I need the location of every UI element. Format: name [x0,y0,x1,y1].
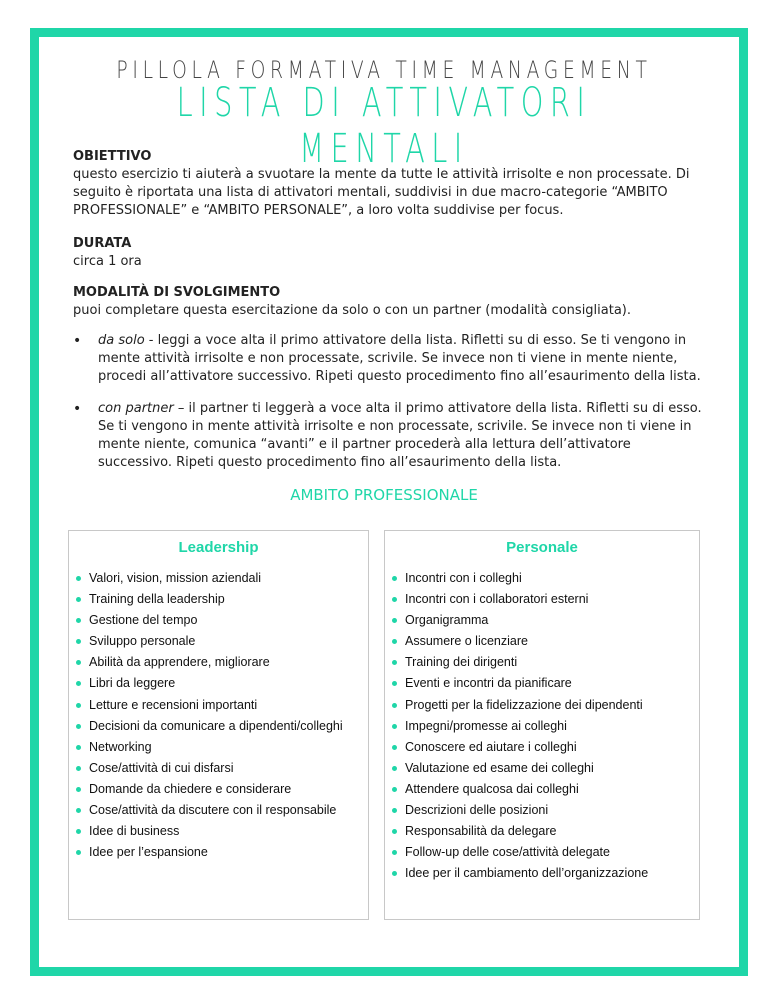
list-item: Cose/attività da discutere con il responsabile [69,800,368,821]
list-item: Assumere o licenziare [385,631,699,652]
personale-title: Personale [506,539,578,556]
personale-box [384,530,700,920]
ambito-heading: AMBITO PROFESSIONALE [290,486,478,504]
list-item: Descrizioni delle posizioni [385,800,699,821]
list-item: Idee per il cambiamento dell’organizzazione [385,863,699,884]
list-item: Valutazione ed esame dei colleghi [385,758,699,779]
list-item: Training dei dirigenti [385,652,699,673]
list-item: Letture e recensioni importanti [69,695,368,716]
list-item: Valori, vision, mission aziendali [69,568,368,589]
personale-list [385,568,699,884]
leadership-title: Leadership [178,539,259,556]
mode-text: - leggi a voce alta il primo attivatore della lista. Rifletti su di esso. Se ti vengono in mente attività irrisolte e non processate, scrivile. Se invece non ti viene in mente niente, procedi all’attivatore successivo. Ripeti questo procedimento fino all’esaurimento della lista. [98,333,701,384]
section-durata [73,235,705,271]
obiettivo-text: questo esercizio ti aiuterà a svuotare la mente da tutte le attività irrisolte e non processate. Di seguito è riportata una lista di attivatori mentali, suddivisi in due macro-categorie “AMBITO PROFESSIONALE” e “AMBITO PERSONALE”, a loro volta suddivise per focus. [73,167,690,218]
list-item [73,400,705,472]
modalita-text: puoi completare questa esercitazione da solo o con un partner (modalità consigliata). [73,303,632,318]
list-item: Abilità da apprendere, migliorare [69,652,368,673]
header-kicker: PILLOLA FORMATIVA TIME MANAGEMENT [116,56,652,84]
list-item: Impegni/promesse ai colleghi [385,716,699,737]
list-item: Conoscere ed aiutare i colleghi [385,737,699,758]
list-item: Networking [69,737,368,758]
list-item: Idee di business [69,821,368,842]
durata-heading: DURATA [73,236,132,251]
list-item: Libri da leggere [69,673,368,694]
section-obiettivo [73,148,705,220]
leadership-box [68,530,369,920]
list-item: Incontri con i colleghi [385,568,699,589]
section-modalita [73,284,705,486]
list-item: Idee per l’espansione [69,842,368,863]
list-item: Incontri con i collaboratori esterni [385,589,699,610]
durata-text: circa 1 ora [73,254,142,269]
list-item: Sviluppo personale [69,631,368,652]
list-item: Organigramma [385,610,699,631]
list-item: Responsabilità da delegare [385,821,699,842]
list-item: Decisioni da comunicare a dipendenti/colleghi [69,716,368,737]
list-item: Training della leadership [69,589,368,610]
list-item: Domande da chiedere e considerare [69,779,368,800]
list-item: Gestione del tempo [69,610,368,631]
leadership-list [69,568,368,863]
list-item: Follow-up delle cose/attività delegate [385,842,699,863]
list-item [73,332,705,386]
list-item: Cose/attività di cui disfarsi [69,758,368,779]
list-item: Eventi e incontri da pianificare [385,673,699,694]
modalita-heading: MODALITÀ DI SVOLGIMENTO [73,285,281,300]
obiettivo-heading: OBIETTIVO [73,149,152,164]
mode-label: da solo [98,333,145,348]
list-item: Progetti per la fidelizzazione dei dipendenti [385,695,699,716]
list-item: Attendere qualcosa dai colleghi [385,779,699,800]
mode-text: – il partner ti leggerà a voce alta il primo attivatore della lista. Rifletti su di esso. Se ti vengono in mente attività irrisolte e non processate, scrivile. Se invece non ti viene in mente niente, comunica “avanti” e il partner procederà alla lettura dell’attivatore successivo. Ripeti questo procedimento fino all’esaurimento della lista. [98,401,702,470]
page-title: LISTA DI ATTIVATORI MENTALI [176,80,592,172]
mode-label: con partner [98,401,174,416]
modalita-list [73,332,705,472]
